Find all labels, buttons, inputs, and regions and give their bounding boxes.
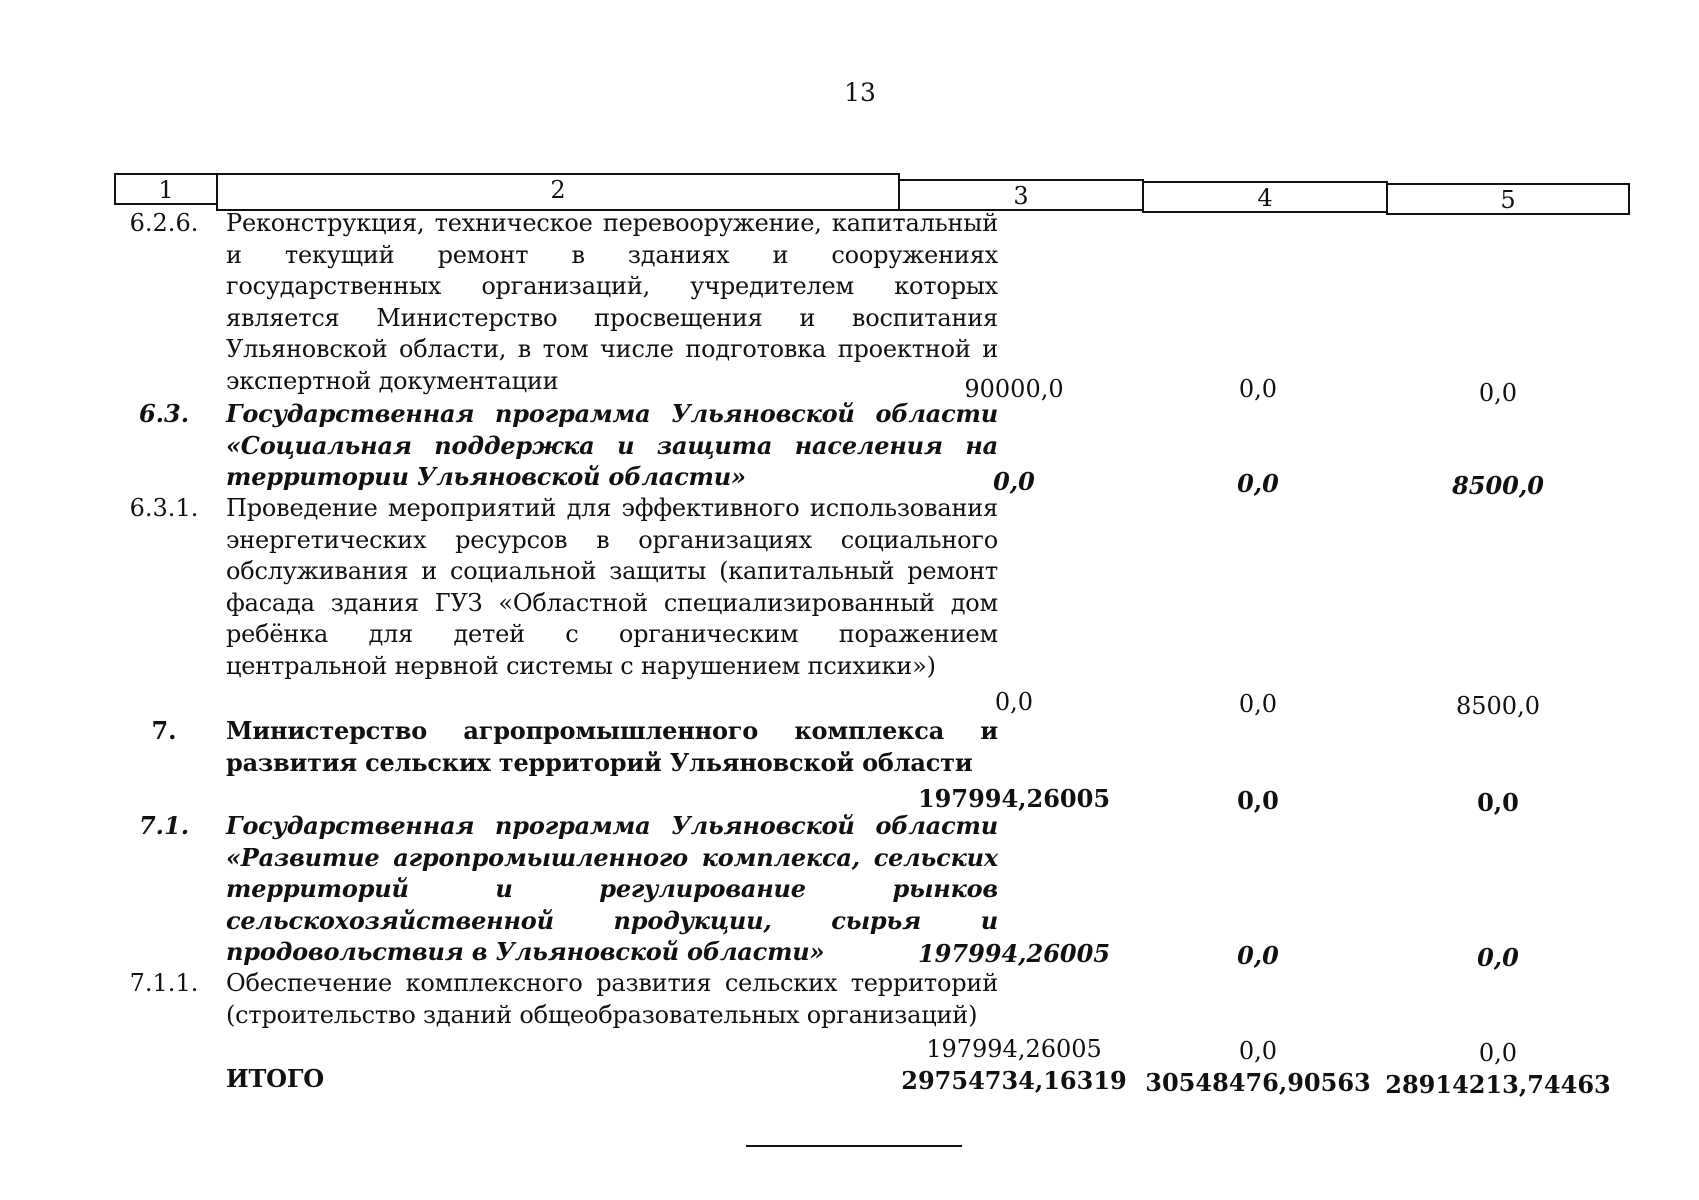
value-col-4: 0,0 (1238, 690, 1278, 718)
value-col-3: 0,0 (994, 688, 1034, 716)
value-col-3: 197994,26005 (917, 784, 1111, 813)
table-row (114, 715, 1602, 817)
row-description: Государственная программа Ульяновской области «Социальная поддержка и защита населения на территории Ульяновской области» (226, 399, 998, 491)
table-total-row (114, 1063, 1611, 1103)
value-col-5: 8500,0 (1452, 471, 1544, 500)
row-description: Проведение мероприятий для эффективного использования энергетических ресурсов в организациях социального обслуживания и социальной защиты (капитальный ремонт фасада здания ГУЗ «Областной специализированный дом ребёнка для детей с органическим поражением центральной нервной системы с нарушением психики») (226, 494, 998, 680)
page-number: 13 (844, 78, 876, 107)
value-col-4: 0,0 (1238, 1037, 1278, 1065)
end-rule (746, 1145, 962, 1147)
value-col-3: 90000,0 (964, 375, 1064, 403)
row-number: 6.3.1. (129, 494, 199, 522)
row-description: Обеспечение комплексного развития сельских территорий (строительство зданий общеобразовательных организаций) (226, 969, 998, 1029)
row-number: 6.3. (138, 399, 190, 428)
value-col-3: 197994,26005 (917, 939, 1111, 968)
header-cell-2: 2 (216, 173, 900, 211)
value-col-5: 8500,0 (1456, 692, 1540, 720)
table-row (114, 493, 1602, 720)
total-col-5: 28914213,74463 (1385, 1070, 1611, 1099)
row-number: 6.2.6. (129, 209, 199, 237)
table-row (114, 968, 1602, 1067)
value-col-4: 0,0 (1237, 469, 1279, 498)
row-number: 7. (151, 716, 177, 745)
value-col-3: 0,0 (993, 467, 1035, 496)
value-col-4: 0,0 (1237, 941, 1279, 970)
total-label: ИТОГО (226, 1064, 324, 1093)
value-col-4: 0,0 (1237, 786, 1279, 815)
row-description: Государственная программа Ульяновской области «Развитие агропромышленного комплекса, сельских территорий и регулирование рынков сельскохозяйственной продукции, сырья и продовольствия в Ульяновской области» (226, 811, 998, 966)
row-number: 7.1.1. (129, 969, 199, 997)
value-col-4: 0,0 (1238, 375, 1278, 403)
header-cell-1: 1 (114, 173, 218, 205)
value-col-5: 0,0 (1478, 379, 1518, 407)
total-col-3: 29754734,16319 (901, 1066, 1127, 1095)
row-description: Министерство агропромышленного комплекса и развития сельских территорий Ульяновской области (226, 716, 998, 777)
table-row (114, 208, 1602, 407)
header-cell-3: 3 (898, 179, 1144, 211)
value-col-5: 0,0 (1477, 788, 1519, 817)
value-col-5: 0,0 (1478, 1039, 1518, 1067)
row-number: 7.1. (138, 811, 190, 840)
total-col-4: 30548476,90563 (1145, 1068, 1371, 1097)
row-description: Реконструкция, техническое перевооружение, капитальный и текущий ремонт в зданиях и сооружениях государственных организаций, учредителем которых является Министерство просвещения и воспитания Ульяновской области, в том числе подготовка проектной и экспертной документации (226, 209, 998, 395)
table-row (114, 810, 1602, 972)
value-col-3: 197994,26005 (926, 1035, 1102, 1063)
value-col-5: 0,0 (1477, 943, 1519, 972)
table-row (114, 398, 1602, 500)
header-cell-5: 5 (1386, 183, 1630, 215)
header-cell-4: 4 (1142, 181, 1388, 213)
